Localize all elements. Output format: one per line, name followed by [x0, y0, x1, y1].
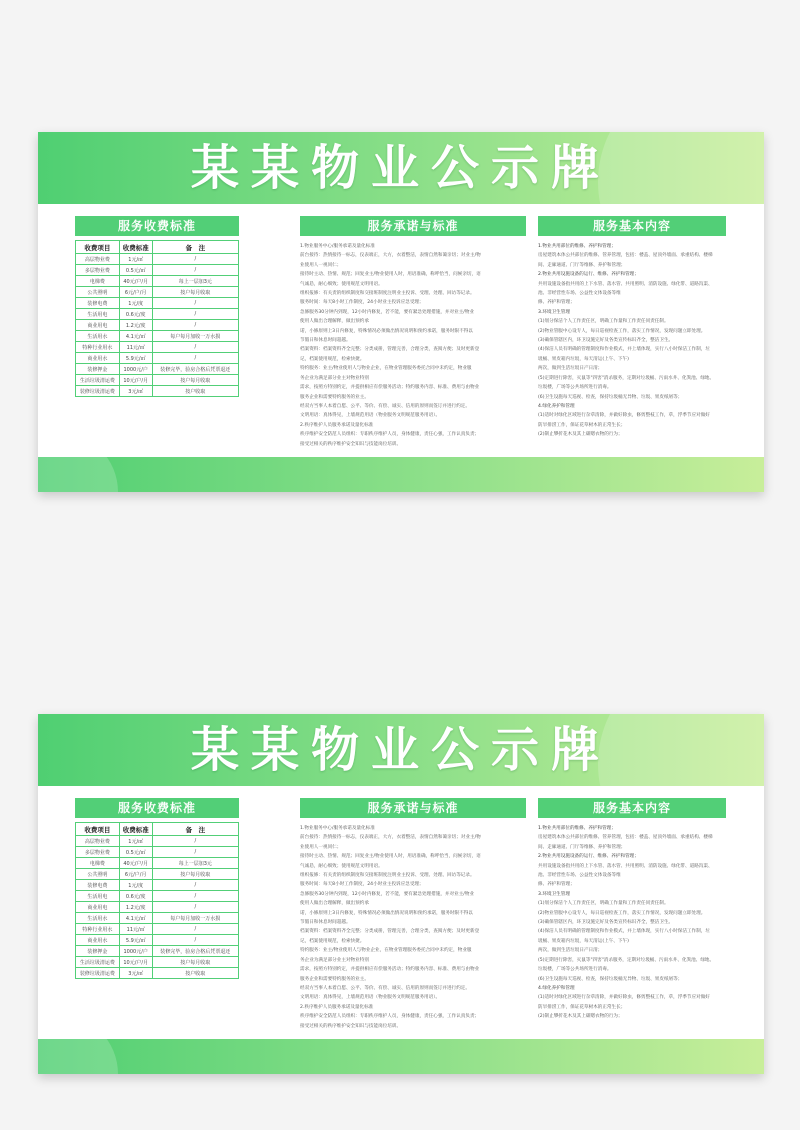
table-cell: 装修电费: [76, 298, 120, 309]
table-cell: 生活垃圾清运费: [76, 957, 120, 968]
table-row: [76, 902, 239, 913]
text-line: 接受过相关的秩序维护安全知识与技能岗位培训。: [300, 441, 402, 447]
text-line: 两次，做到生活垃圾日产日清；: [538, 948, 603, 954]
content-text: [538, 824, 726, 1022]
table-cell: /: [152, 880, 238, 891]
text-line: 特约服务：业主/物业使用人与物业企业，在物业管理服务委托合同中未约定，物业服: [300, 366, 472, 372]
table-cell: 40元/户/月: [119, 858, 152, 869]
fee-column-header: 收费项目: [76, 241, 120, 254]
table-cell: 生活用水: [76, 331, 120, 342]
text-line: 服务时间：每天8小时工作制度，24小时业主投诉应急受理；: [300, 882, 424, 888]
text-line: 使用人做出合理解释，做出预约承: [300, 901, 369, 907]
text-line: 特约服务：业主/物业使用人与物业企业，在物业管理服务委托合同中未约定，物业服: [300, 948, 472, 954]
text-line: 诺，小修原则上3日内修复，特殊情况必须做出情况说明和预约承诺，服务时限不得以: [300, 328, 473, 334]
table-cell: 装修完毕，验房合格后凭票退还: [152, 946, 238, 957]
text-line: (6)卫生设施每天巡视、检查，保持垃圾桶无异物、垃圾、果皮纸屑等；: [538, 976, 683, 982]
text-line: 防旱排涝工作，保证花草树木的正常生长；: [538, 1004, 626, 1010]
table-cell: 11元/㎡: [119, 924, 152, 935]
text-line: 需求，按照方特别约定，并提供相应有偿服务活动；特约服务内容、标准、费用与由物业: [300, 385, 480, 391]
table-row: [76, 386, 239, 397]
table-cell: 1元/㎡: [119, 836, 152, 847]
table-row: [76, 309, 239, 320]
fee-column-header: 备 注: [152, 241, 238, 254]
table-cell: 0.6元/度: [119, 891, 152, 902]
text-line: 垃圾楼，广场等公共场所进行消毒。: [538, 385, 612, 391]
section-line: 1.物业共用部位的维修、养护和管理；: [538, 826, 616, 831]
table-cell: 电梯费: [76, 858, 120, 869]
fee-table: [75, 822, 239, 979]
notice-board-bottom: [38, 714, 764, 1074]
table-row: [76, 298, 239, 309]
fee-heading: 服务收费标准: [75, 798, 239, 818]
text-line: (3)确保管辖区内，环卫设施完好及各类宣传标识齐全，整洁卫生。: [538, 338, 674, 344]
promise-heading: 服务承诺与标准: [300, 216, 526, 236]
table-row: [76, 287, 239, 298]
table-row: [76, 836, 239, 847]
text-line: 档案资料：档案资料齐全完整；分类成册，管理完善，合理分类，查阅方便；及时更新登: [300, 929, 480, 935]
table-cell: 高层物业费: [76, 836, 120, 847]
table-cell: 1元/㎡: [119, 254, 152, 265]
table-row: [76, 847, 239, 858]
promise-text: [300, 242, 526, 449]
text-line: 业使用人一视同仁；: [300, 844, 342, 850]
table-cell: 1.2元/度: [119, 320, 152, 331]
text-line: (3)确保管辖区内，环卫设施完好及各类宣传标识齐全，整洁卫生。: [538, 920, 674, 926]
footer-band: [38, 457, 764, 492]
text-line: 2.秩序维护人员服务承诺及量化标准: [300, 422, 374, 428]
text-line: 秩序维护安全防范人员组织：专职秩序维护人员，身体健康，责任心强，工作认真负责；: [300, 1014, 480, 1020]
text-line: 间、走廊通道、门厅等维修、养护和管理；: [538, 844, 626, 850]
table-cell: 按户每月收取: [152, 375, 238, 386]
text-line: 前台接待：热情接待一标志，仪表端正，大方，衣着整洁，表情自然和蔼亲切；对业主/物: [300, 835, 481, 841]
promise-section: [300, 798, 526, 1031]
text-line: 垃圾楼，广场等公共场所进行消毒。: [538, 967, 612, 973]
table-cell: /: [152, 847, 238, 858]
table-row: [76, 957, 239, 968]
table-cell: 每上一层加3元: [152, 276, 238, 287]
table-cell: /: [152, 342, 238, 353]
text-line: 圾桶、果皮箱内垃圾，每天清运(上午、下午): [538, 356, 629, 362]
table-cell: 每户每月加收一万水损: [152, 331, 238, 342]
text-line: 务企业为满足部分业主对物业特别: [300, 375, 369, 381]
content-section: [538, 216, 726, 440]
text-line: 服务时间：每天8小时工作制度，24小时业主投诉应急受理；: [300, 300, 424, 306]
text-line: 接待时主动、热情、规范；回复业主/物业使用人时，用语准确，称呼恰当，问候亲切，语: [300, 854, 481, 860]
promise-heading: 服务承诺与标准: [300, 798, 526, 818]
text-line: (1)适时对绿化区域进行杂草清除，并做好除虫，修剪整枝工作，草，浮季节应对做好: [538, 995, 710, 1001]
text-line: 间、走廊通道、门厅等维修、养护和管理；: [538, 262, 626, 268]
table-cell: 按户每月收取: [152, 869, 238, 880]
table-cell: 商业用水: [76, 353, 120, 364]
board-title: 某某物业公示牌: [190, 140, 611, 196]
table-cell: 生活垃圾清运费: [76, 375, 120, 386]
table-cell: 1元/度: [119, 298, 152, 309]
text-line: 急修服务30分钟内到现，12小时内修复，若不能，要有紧急处理措施，并对业主/物业: [300, 891, 475, 897]
table-cell: 0.5元/㎡: [119, 265, 152, 276]
text-line: 记，档案使用规范，检索快捷。: [300, 356, 365, 362]
text-line: 气诚恳，耐心细致；使用规范文明用语。: [300, 863, 383, 869]
text-line: 组织报修：有关责的组织制度和交接班制度注明业主投诉、受理、处理、回访等记录。: [300, 291, 475, 297]
table-cell: 多层物业费: [76, 265, 120, 276]
table-cell: 1000元/户: [119, 946, 152, 957]
table-cell: /: [152, 320, 238, 331]
table-cell: 1000元/户: [119, 364, 152, 375]
table-row: [76, 880, 239, 891]
table-row: [76, 924, 239, 935]
text-line: 急修服务30分钟内到现，12小时内修复，若不能，要有紧急处理措施，并对业主/物业: [300, 309, 475, 315]
table-row: [76, 254, 239, 265]
section-line: 4.绿化养护和管理: [538, 985, 575, 991]
text-line: 前台接待：热情接待一标志，仪表端正，大方，衣着整洁，表情自然和蔼亲切；对业主/物: [300, 253, 481, 259]
table-cell: 公共照明: [76, 287, 120, 298]
text-line: (1)划分保洁个人工作责任区，明确工作量和工作责任同责任制。: [538, 901, 669, 907]
section-line: 1.物业共用部位的维修、养护和管理；: [538, 244, 616, 249]
fee-column-header: 收费标准: [119, 241, 152, 254]
promise-section: [300, 216, 526, 449]
table-cell: 按户每月收取: [152, 957, 238, 968]
text-line: 组织报修：有关责的组织制度和交接班制度注明业主投诉、受理、处理、回访等记录。: [300, 873, 475, 879]
fee-table: [75, 240, 239, 397]
table-cell: 4.1元/㎡: [119, 331, 152, 342]
promise-text: [300, 824, 526, 1031]
table-cell: 装修电费: [76, 880, 120, 891]
text-line: 经双方当事人本着自愿、公平、等价、有偿、诚实、信用的原则而签订并进行约定。: [300, 403, 470, 409]
table-cell: 40元/户/月: [119, 276, 152, 287]
table-row: [76, 946, 239, 957]
table-cell: 商业用电: [76, 902, 120, 913]
table-cell: 按户每月收取: [152, 287, 238, 298]
table-cell: 每户每月加收一万水损: [152, 913, 238, 924]
text-line: 1.物业服务中心/服务承诺及量化标准: [300, 244, 375, 249]
text-line: 修、养护和管理；: [538, 882, 575, 888]
table-row: [76, 331, 239, 342]
table-cell: 公共照明: [76, 869, 120, 880]
text-line: (2)制止攀折花木及其上碳嗯衣物的行为；: [538, 432, 623, 438]
table-cell: 装修垃圾清运费: [76, 386, 120, 397]
text-line: 节假日和休息时间超越。: [300, 920, 351, 926]
table-cell: 特种行业用水: [76, 924, 120, 935]
content-heading: 服务基本内容: [538, 798, 726, 818]
table-row: [76, 913, 239, 924]
table-cell: 生活用电: [76, 891, 120, 902]
text-line: 2.秩序维护人员服务承诺及量化标准: [300, 1004, 374, 1010]
text-line: (6)卫生设施每天巡视、检查，保持垃圾桶无异物、垃圾、果皮纸屑等；: [538, 394, 683, 400]
fee-section: [75, 216, 239, 397]
table-row: [76, 858, 239, 869]
text-line: 池、非经营性车场、公益性文体设备等维: [538, 291, 621, 297]
table-cell: /: [152, 254, 238, 265]
table-cell: 装修押金: [76, 946, 120, 957]
table-cell: 0.5元/㎡: [119, 847, 152, 858]
text-line: 业使用人一视同仁；: [300, 262, 342, 268]
banner: [38, 132, 764, 204]
table-cell: 3元/㎡: [119, 968, 152, 979]
text-line: 接受过相关的秩序维护安全知识与技能岗位培训。: [300, 1023, 402, 1029]
text-line: 记，档案使用规范，检索快捷。: [300, 938, 365, 944]
text-line: 修、养护和管理；: [538, 300, 575, 306]
table-cell: 10元/户/月: [119, 375, 152, 386]
text-line: (1)划分保洁个人工作责任区，明确工作量和工作责任同责任制。: [538, 319, 669, 325]
section-line: 4.绿化养护和管理: [538, 403, 575, 409]
content-section: [538, 798, 726, 1022]
table-row: [76, 342, 239, 353]
text-line: 两次，做到生活垃圾日产日清；: [538, 366, 603, 372]
text-line: 服务企业和需要特约服务的业主。: [300, 394, 369, 400]
text-line: 档案资料：档案资料齐全完整；分类成册，管理完善，合理分类，查阅方便；及时更新登: [300, 347, 480, 353]
text-line: (1)适时对绿化区域进行杂草清除，并做好除虫，修剪整枝工作，草，浮季节应对做好: [538, 413, 710, 419]
table-cell: /: [152, 309, 238, 320]
text-line: 1.物业服务中心/服务承诺及量化标准: [300, 826, 375, 831]
banner: [38, 714, 764, 786]
text-line: 诺，小修原则上3日内修复，特殊情况必须做出情况说明和预约承诺，服务时限不得以: [300, 910, 473, 916]
table-cell: 装修垃圾清运费: [76, 968, 120, 979]
table-cell: 按户收取: [152, 386, 238, 397]
board-title: 某某物业公示牌: [190, 722, 611, 778]
table-cell: 生活用水: [76, 913, 120, 924]
table-cell: 电梯费: [76, 276, 120, 287]
table-cell: 按户收取: [152, 968, 238, 979]
table-cell: 特种行业用水: [76, 342, 120, 353]
section-line: 2.物业共用设施设备的运行、维修、养护和管理；: [538, 854, 639, 860]
text-line: (5)定期进行除害，灭鼠等"四害"消杀服务，定期对垃圾桶、污雨水井、化粪池、绿地、: [538, 375, 715, 381]
table-cell: 装修完毕，验房合格后凭票退还: [152, 364, 238, 375]
text-line: (2)制止攀折花木及其上碳嗯衣物的行为；: [538, 1014, 623, 1020]
table-cell: /: [152, 902, 238, 913]
table-row: [76, 891, 239, 902]
text-line: 接待时主动、热情、规范；回复业主/物业使用人时，用语准确，称呼恰当，问候亲切，语: [300, 272, 481, 278]
fee-section: [75, 798, 239, 979]
table-cell: /: [152, 935, 238, 946]
text-line: 房屋建筑本体公共部位的维修、管养管理，包括：楼盖、屋顶外墙面、承重结构、楼梯: [538, 253, 713, 259]
table-cell: 6元/户/月: [119, 869, 152, 880]
text-line: 共用设施设备指共用的上下水管、落水管、共用照明、消防设施、绿化带、道路沟渠、: [538, 281, 713, 287]
table-row: [76, 968, 239, 979]
footer-band: [38, 1039, 764, 1074]
content-panel: [38, 786, 764, 1039]
table-cell: /: [152, 924, 238, 935]
fee-heading: 服务收费标准: [75, 216, 239, 236]
text-line: 经双方当事人本着自愿、公平、等价、有偿、诚实、信用的原则而签订并进行约定。: [300, 985, 470, 991]
fee-column-header: 备 注: [152, 823, 238, 836]
text-line: 文明用语：真体得见，上墙规范用语（物业服务文明规范服务用语）。: [300, 995, 441, 1001]
table-row: [76, 276, 239, 287]
table-cell: /: [152, 265, 238, 276]
table-cell: /: [152, 298, 238, 309]
text-line: 秩序维护安全防范人员组织：专职秩序维护人员，身体健康，责任心强，工作认真负责；: [300, 432, 480, 438]
table-row: [76, 935, 239, 946]
table-cell: /: [152, 891, 238, 902]
content-heading: 服务基本内容: [538, 216, 726, 236]
section-line: 2.物业共用设施设备的运行、维修、养护和管理；: [538, 272, 639, 278]
table-cell: 多层物业费: [76, 847, 120, 858]
table-row: [76, 364, 239, 375]
text-line: (5)定期进行除害，灭鼠等"四害"消杀服务，定期对垃圾桶、污雨水井、化粪池、绿地、: [538, 957, 715, 963]
table-row: [76, 265, 239, 276]
section-line: 3.环境卫生管理: [538, 309, 570, 315]
text-line: 池、非经营性车场、公益性文体设备等维: [538, 873, 621, 879]
table-cell: 高层物业费: [76, 254, 120, 265]
table-cell: 商业用电: [76, 320, 120, 331]
table-cell: 6元/户/月: [119, 287, 152, 298]
section-line: 3.环境卫生管理: [538, 891, 570, 897]
text-line: 需求，按照方特别约定，并提供相应有偿服务活动；特约服务内容、标准、费用与由物业: [300, 967, 480, 973]
table-cell: 4.1元/㎡: [119, 913, 152, 924]
fee-column-header: 收费标准: [119, 823, 152, 836]
text-line: 节假日和休息时间超越。: [300, 338, 351, 344]
table-row: [76, 869, 239, 880]
text-line: 文明用语：真体得见，上墙规范用语（物业服务文明规范服务用语）。: [300, 413, 441, 419]
content-panel: [38, 204, 764, 457]
text-line: 圾桶、果皮箱内垃圾，每天清运(上午、下午): [538, 938, 629, 944]
text-line: 防旱排涝工作，保证花草树木的正常生长；: [538, 422, 626, 428]
table-cell: 5.9元/㎡: [119, 935, 152, 946]
text-line: 气诚恳，耐心细致；使用规范文明用语。: [300, 281, 383, 287]
text-line: 务企业为满足部分业主对物业特别: [300, 957, 369, 963]
text-line: (4)保洁人员有明确的管理制度和作业模式，并上墙体现，实行八小时保洁工作制，垃: [538, 347, 710, 353]
table-cell: /: [152, 353, 238, 364]
text-line: (2)物业管服中心设专人，每日巡视检查工作，落实工作情况，发现问题立即处理。: [538, 328, 706, 334]
table-cell: 5.9元/㎡: [119, 353, 152, 364]
table-cell: 1.2元/度: [119, 902, 152, 913]
notice-board-top: [38, 132, 764, 492]
content-text: [538, 242, 726, 440]
text-line: (2)物业管服中心设专人，每日巡视检查工作，落实工作情况，发现问题立即处理。: [538, 910, 706, 916]
text-line: 房屋建筑本体公共部位的维修、管养管理，包括：楼盖、屋顶外墙面、承重结构、楼梯: [538, 835, 713, 841]
table-cell: 3元/㎡: [119, 386, 152, 397]
table-cell: 商业用水: [76, 935, 120, 946]
table-cell: 0.6元/度: [119, 309, 152, 320]
text-line: 服务企业和需要特约服务的业主。: [300, 976, 369, 982]
table-cell: /: [152, 836, 238, 847]
table-row: [76, 375, 239, 386]
text-line: 使用人做出合理解释，做出预约承: [300, 319, 369, 325]
table-cell: 1元/度: [119, 880, 152, 891]
table-cell: 生活用电: [76, 309, 120, 320]
text-line: 共用设施设备指共用的上下水管、落水管、共用照明、消防设施、绿化带、道路沟渠、: [538, 863, 713, 869]
table-cell: 11元/㎡: [119, 342, 152, 353]
table-row: [76, 353, 239, 364]
fee-column-header: 收费项目: [76, 823, 120, 836]
table-row: [76, 320, 239, 331]
text-line: (4)保洁人员有明确的管理制度和作业模式，并上墙体现，实行八小时保洁工作制，垃: [538, 929, 710, 935]
table-cell: 每上一层加3元: [152, 858, 238, 869]
table-cell: 装修押金: [76, 364, 120, 375]
table-cell: 10元/户/月: [119, 957, 152, 968]
